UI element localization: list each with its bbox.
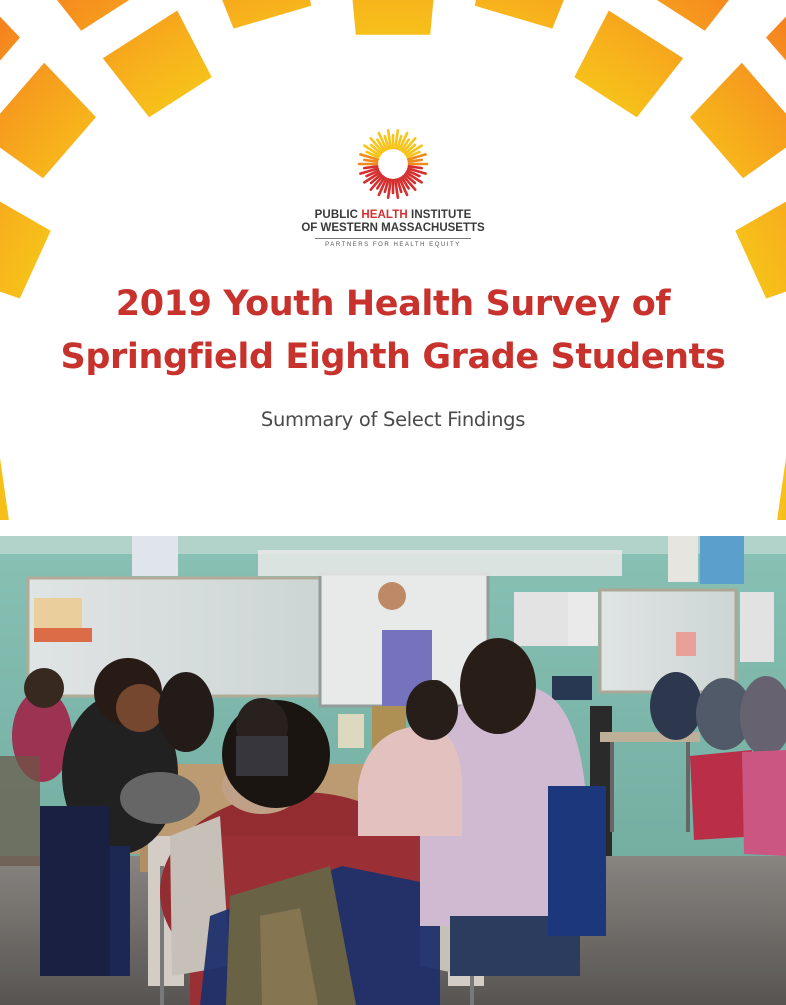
sunburst-ray-inner (574, 11, 683, 118)
organization-tagline: PARTNERS FOR HEALTH EQUITY (325, 242, 461, 248)
sunburst-ray-outer (625, 0, 786, 31)
sunburst-ray-inner (349, 0, 437, 35)
sunburst-ray-inner (0, 447, 9, 520)
sunburst-ray-outer (0, 0, 161, 31)
logo-divider (315, 238, 471, 239)
logo-ray (364, 166, 377, 168)
logo-ray (409, 166, 422, 168)
sunburst-ray-inner (777, 447, 786, 520)
organization-name: PUBLIC HEALTH INSTITUTE (314, 209, 472, 221)
sunburst-ray-inner (206, 0, 311, 29)
classroom-photo (0, 536, 786, 1005)
report-title-line-1: 2019 Youth Health Survey of (115, 284, 671, 324)
organization-logo (0, 128, 786, 249)
sunburst-logo-icon (357, 128, 429, 200)
report-title-line-2: Springfield Eighth Grade Students (60, 337, 726, 377)
logo-ray (409, 160, 422, 162)
logo-ray (364, 160, 377, 162)
sunburst-ray-inner (103, 11, 212, 118)
organization-region: OF WESTERN MASSACHUSETTS (301, 222, 485, 234)
report-subtitle: Summary of Select Findings (260, 408, 526, 431)
sunburst-ray-inner (475, 0, 580, 29)
report-title (0, 278, 786, 384)
organization-name-highlight: HEALTH (361, 209, 408, 221)
